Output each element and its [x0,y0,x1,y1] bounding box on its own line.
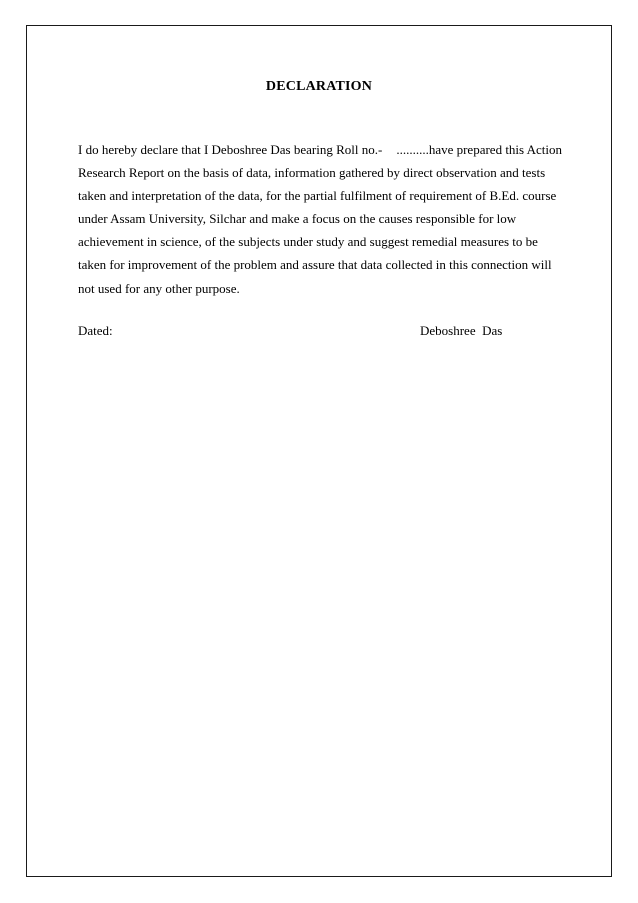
dated-label: Dated: [78,323,113,338]
declaration-paragraph [78,138,568,300]
paragraph-line: not used for any other purpose. [78,280,240,296]
paragraph-line: taken for improvement of the problem and assure that data collected in this connection will [78,257,552,273]
paragraph-line [78,138,568,161]
paragraph-line: taken and interpretation of the data, for the partial fulfilment of requirement of B.Ed. course [78,188,557,204]
paragraph-line: achievement in science, of the subjects under study and suggest remedial measures to be [78,234,538,250]
paragraph-line-part: ..........have prepared this Action [396,142,563,157]
paragraph-line-part: I do hereby declare that I Deboshree Das bearing Roll no.- [78,142,383,157]
document-title: DECLARATION [265,79,373,94]
signature-name: Deboshree Das [420,323,503,338]
paragraph-line: under Assam University, Silchar and make a focus on the causes responsible for low [78,211,517,227]
paragraph-line: Research Report on the basis of data, information gathered by direct observation and tests [78,165,546,181]
